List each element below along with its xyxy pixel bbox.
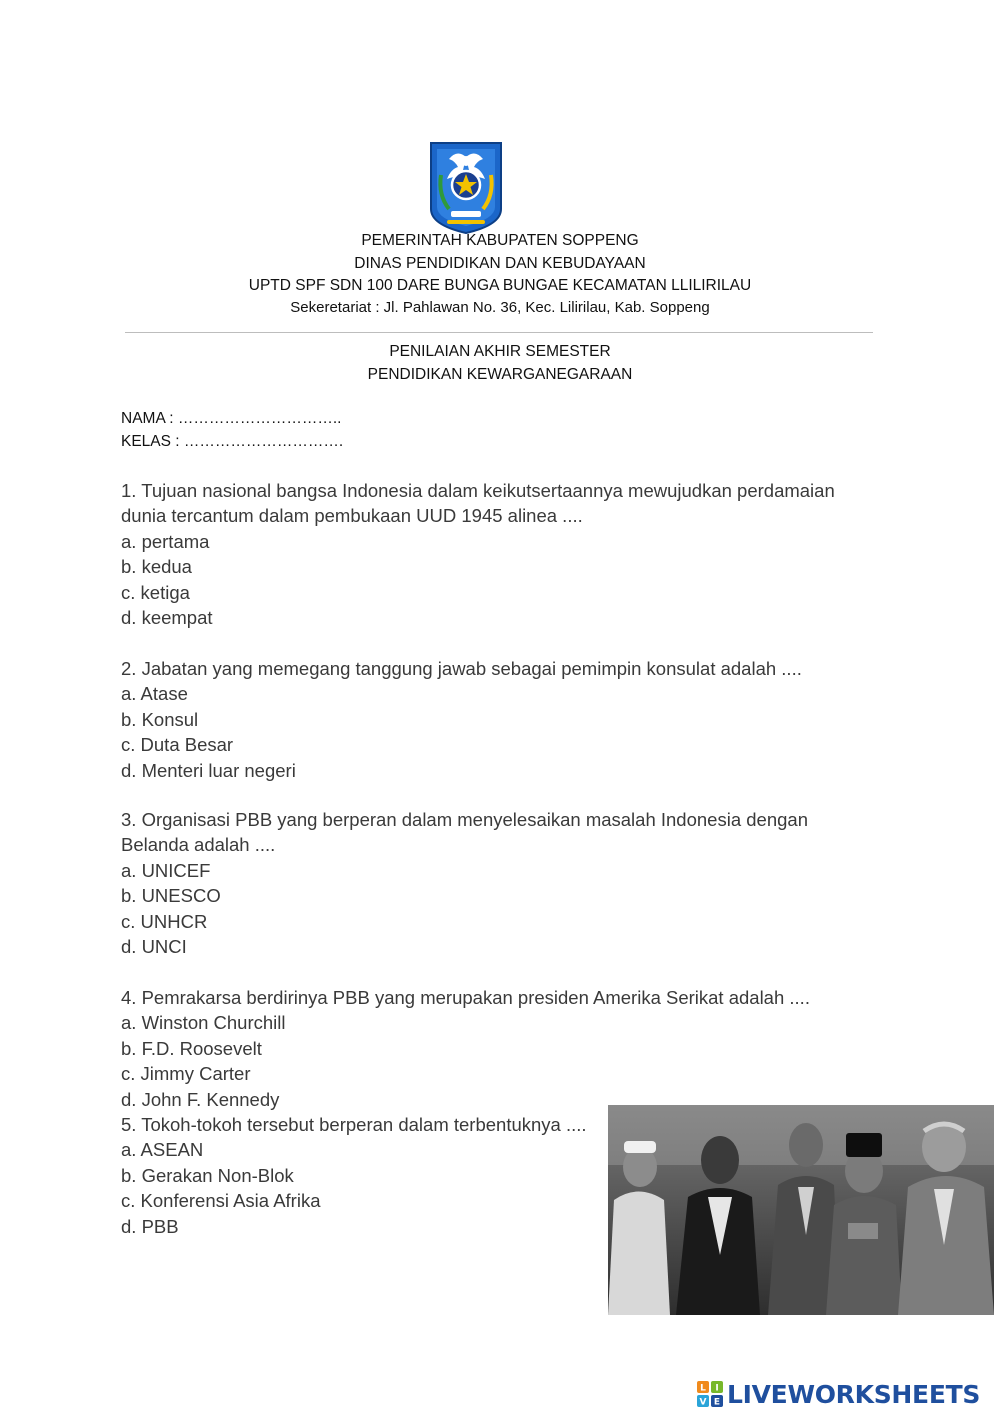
exam-title: PENILAIAN AKHIR SEMESTER — [389, 343, 611, 360]
question-1 — [121, 478, 835, 630]
option-a[interactable]: a. ASEAN — [121, 1139, 204, 1161]
brand-icon-letter: L — [700, 1383, 706, 1394]
question-text: 5. Tokoh-tokoh tersebut berperan dalam terbentuknya .... — [121, 1114, 587, 1135]
question-text: 3. Organisasi PBB yang berperan dalam menyelesaikan masalah Indonesia dengan — [121, 809, 808, 830]
question-4 — [121, 985, 810, 1112]
brand-icon-letter: V — [699, 1397, 707, 1407]
liveworksheets-icon — [697, 1381, 723, 1407]
brand-icon-letter: E — [713, 1397, 721, 1407]
regency-logo-icon — [427, 139, 505, 235]
option-a[interactable]: a. Winston Churchill — [121, 1012, 286, 1034]
question-text: Belanda adalah .... — [121, 834, 276, 856]
option-a[interactable]: a. pertama — [121, 530, 210, 552]
question-5 — [121, 1112, 587, 1239]
option-c[interactable]: c. Konferensi Asia Afrika — [121, 1190, 321, 1212]
question-text: dunia tercantum dalam pembukaan UUD 1945 alinea .... — [121, 505, 583, 527]
liveworksheets-logo — [697, 1379, 980, 1409]
option-c[interactable]: c. Duta Besar — [121, 734, 234, 756]
question-3 — [121, 807, 808, 959]
question-text: 1. Tujuan nasional bangsa Indonesia dalam keikutsertaannya mewujudkan perdamaian — [121, 480, 835, 501]
option-d[interactable]: d. keempat — [121, 607, 213, 629]
header-school: UPTD SPF SDN 100 DARE BUNGA BUNGAE KECAMATAN LLILIRILAU — [248, 277, 752, 294]
option-a[interactable]: a. Atase — [121, 683, 188, 705]
option-d[interactable]: d. Menteri luar negeri — [121, 759, 296, 781]
exam-subject: PENDIDIKAN KEWARGANEGARAAN — [367, 366, 633, 383]
option-d[interactable]: d. John F. Kennedy — [121, 1088, 280, 1110]
leaders-group-photo — [608, 1105, 994, 1315]
question-2 — [121, 656, 802, 783]
header-government: PEMERINTAH KABUPATEN SOPPENG — [361, 232, 639, 249]
option-b[interactable]: b. Gerakan Non-Blok — [121, 1164, 294, 1186]
brand-icon-letter: I — [715, 1383, 719, 1394]
option-c[interactable]: c. Jimmy Carter — [121, 1063, 251, 1085]
name-field[interactable]: NAMA : ………………………….. — [121, 410, 342, 427]
header-address: Sekeretariat : Jl. Pahlawan No. 36, Kec. Lilirilau, Kab. Soppeng — [290, 299, 710, 316]
option-c[interactable]: c. ketiga — [121, 581, 190, 603]
option-a[interactable]: a. UNICEF — [121, 859, 211, 881]
header-divider — [125, 332, 873, 333]
option-b[interactable]: b. Konsul — [121, 708, 199, 730]
class-field[interactable]: KELAS : …………………………. — [121, 433, 344, 450]
option-b[interactable]: b. kedua — [121, 556, 192, 578]
question-text: 4. Pemrakarsa berdirinya PBB yang merupakan presiden Amerika Serikat adalah .... — [121, 987, 810, 1008]
option-c[interactable]: c. UNHCR — [121, 910, 208, 932]
option-b[interactable]: b. UNESCO — [121, 885, 221, 907]
option-d[interactable]: d. UNCI — [121, 936, 187, 958]
option-b[interactable]: b. F.D. Roosevelt — [121, 1037, 262, 1059]
brand-name: LIVEWORKSHEETS — [727, 1379, 981, 1409]
header-department: DINAS PENDIDIKAN DAN KEBUDAYAAN — [354, 255, 646, 272]
question-text: 2. Jabatan yang memegang tanggung jawab sebagai pemimpin konsulat adalah .... — [121, 658, 802, 679]
option-d[interactable]: d. PBB — [121, 1215, 179, 1237]
